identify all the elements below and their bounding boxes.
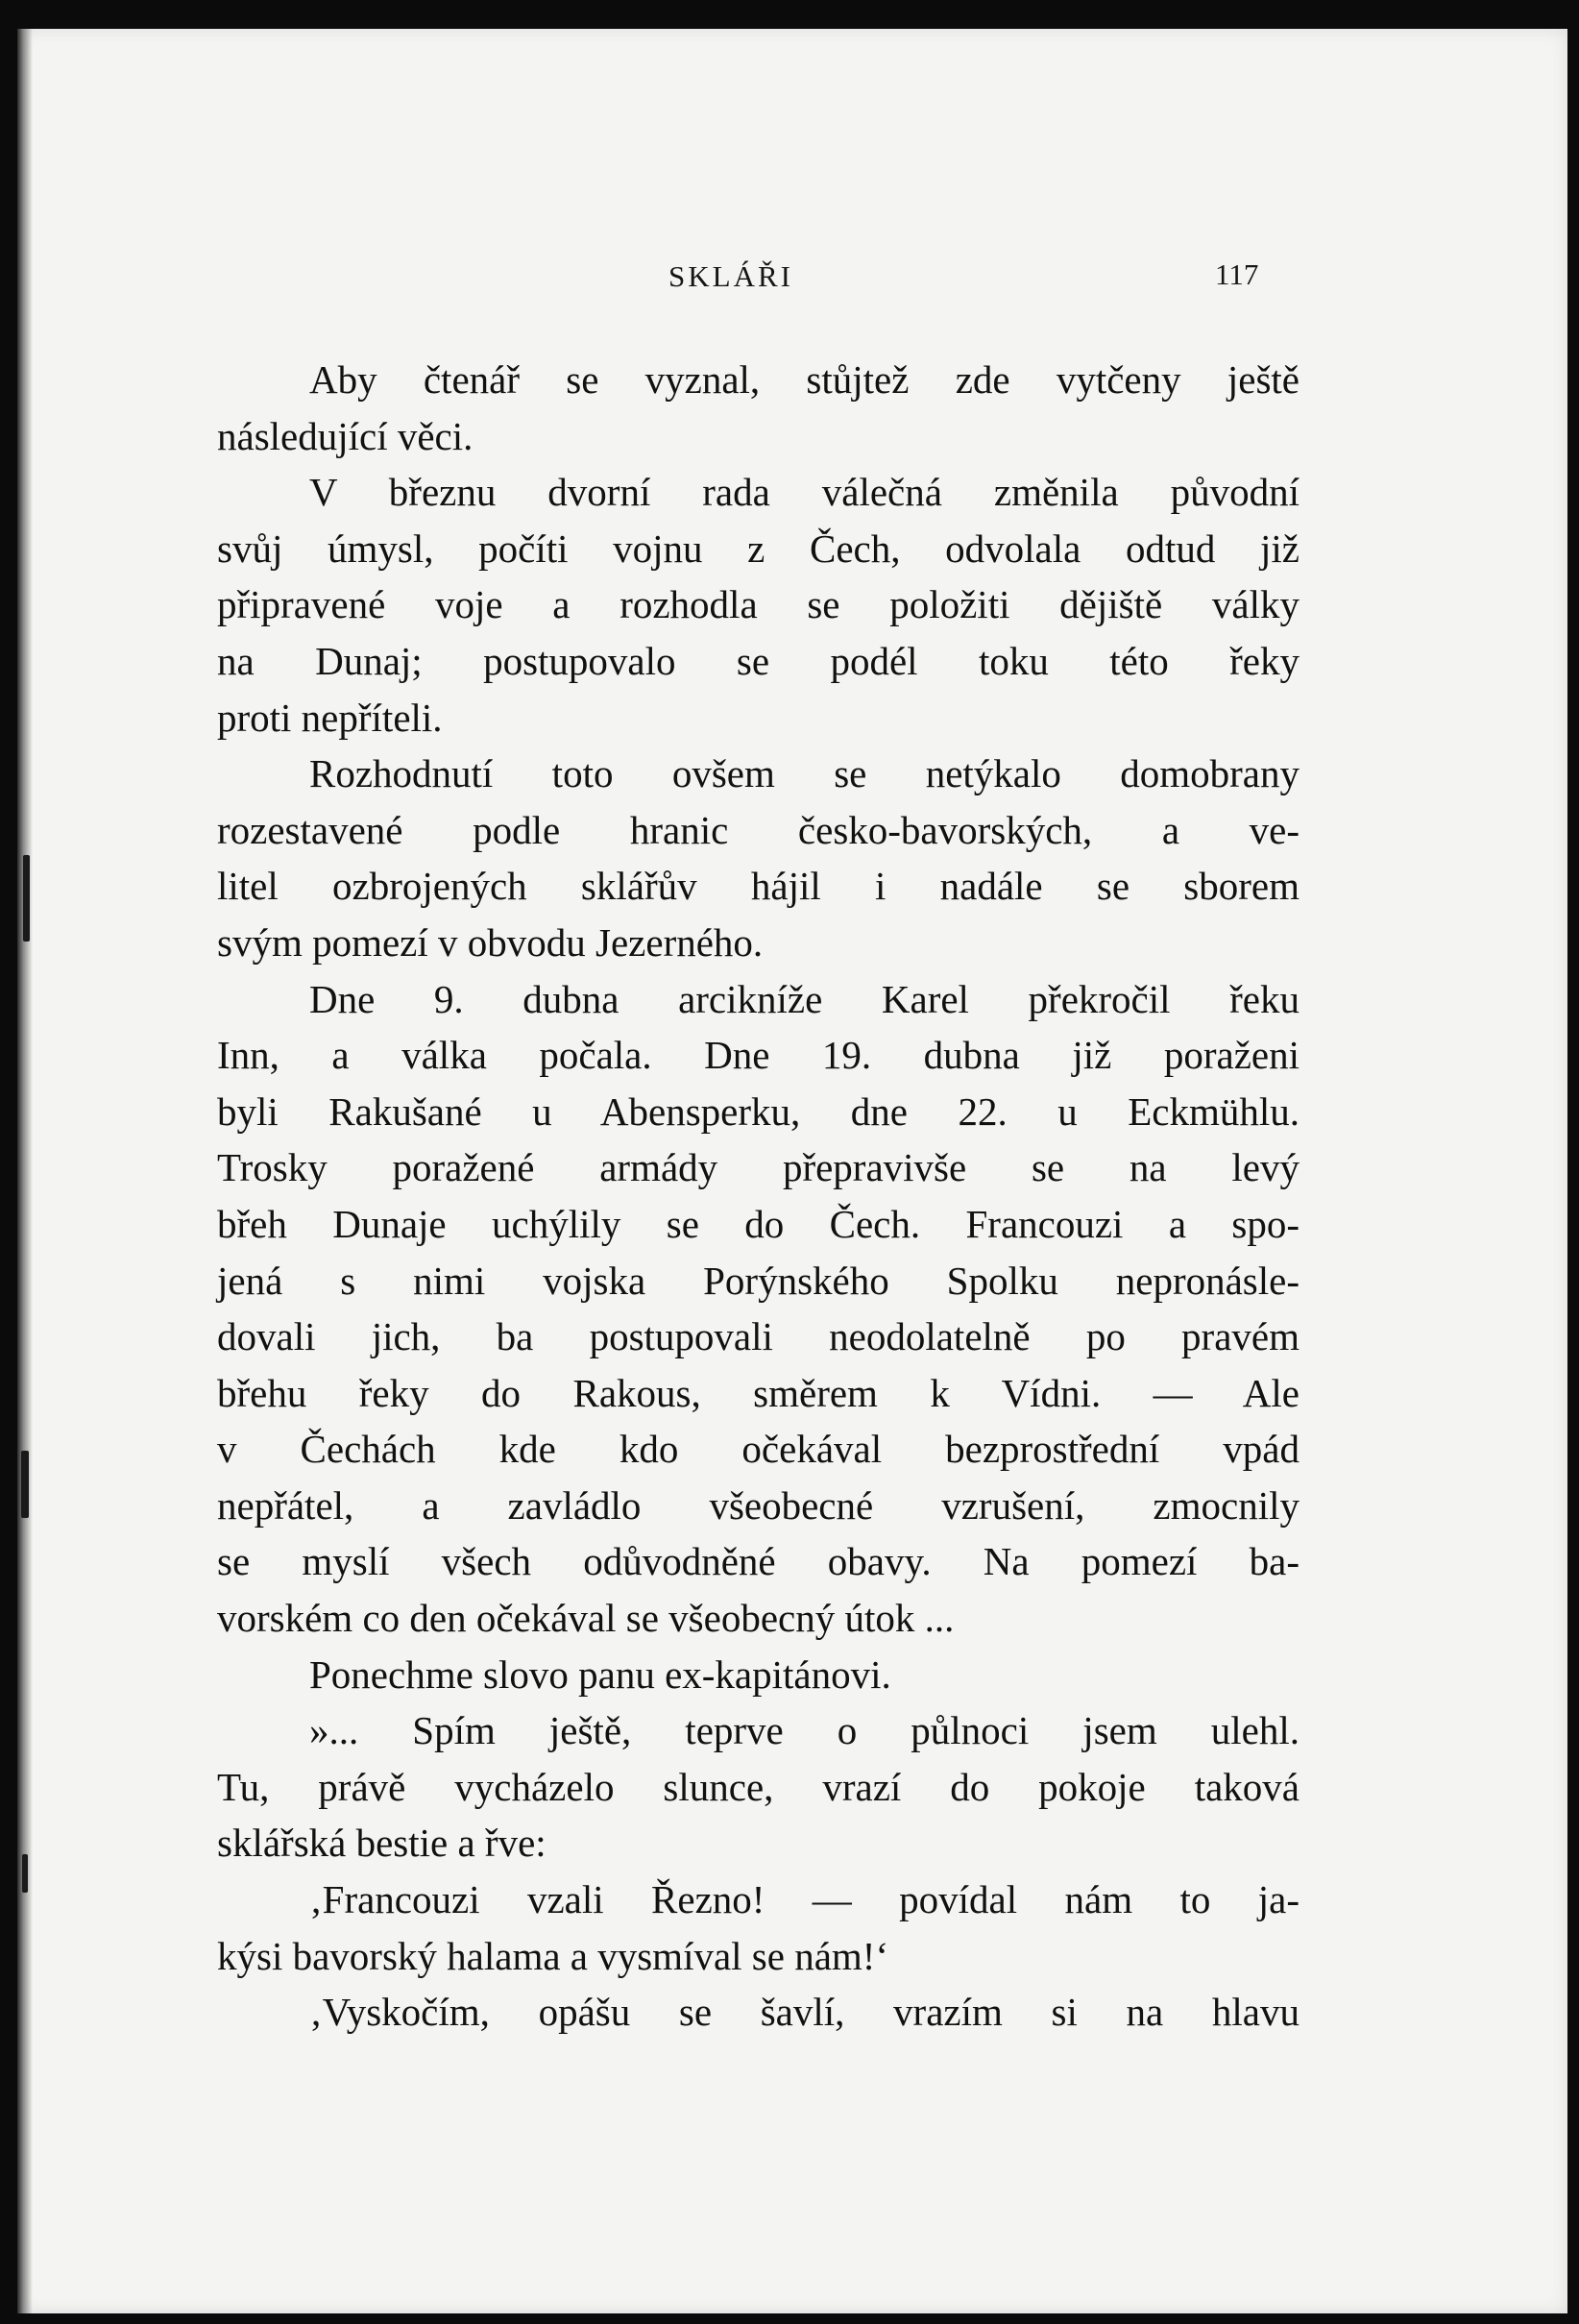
text-line: V březnu dvorní rada válečná změnila původní bbox=[309, 470, 1300, 515]
text-line: se myslí všech odůvodněné obavy. Na pomezí ba- bbox=[217, 1539, 1300, 1584]
page-header bbox=[17, 259, 1567, 307]
ink-speck bbox=[23, 855, 30, 942]
text-line: v Čechách kde kdo očekával bezprostřední vpád bbox=[217, 1427, 1300, 1472]
text-line: Aby čtenář se vyznal, stůjtež zde vytčeny ještě bbox=[309, 357, 1300, 402]
text-line: svým pomezí v obvodu Jezerného. bbox=[217, 919, 764, 965]
text-line: byli Rakušané u Abensperku, dne 22. u Eckmühlu. bbox=[217, 1089, 1300, 1134]
text-line: Rozhodnutí toto ovšem se netýkalo domobrany bbox=[309, 751, 1300, 796]
text-line: vorském co den očekával se všeobecný útok ... bbox=[217, 1596, 955, 1641]
text-line: břeh Dunaje uchýlily se do Čech. Francouzi a spo- bbox=[217, 1201, 1300, 1246]
text-line: připravené voje a rozhodla se položiti dějiště války bbox=[217, 582, 1300, 627]
text-line: nepřátel, a zavládlo všeobecné vzrušení, zmocnily bbox=[217, 1482, 1300, 1528]
text-line: sklářská bestie a řve: bbox=[217, 1821, 547, 1866]
page-number: 117 bbox=[1215, 257, 1259, 291]
text-line: Dne 9. dubna arcikníže Karel překročil řeku bbox=[309, 976, 1300, 1021]
running-title: SKLÁŘI bbox=[668, 259, 793, 293]
text-line: ‚Francouzi vzali Řezno! — povídal nám to ja- bbox=[309, 1877, 1300, 1922]
text-line: na Dunaj; postupovalo se podél toku této řeky bbox=[217, 638, 1300, 683]
text-line: Trosky poražené armády přepravivše se na levý bbox=[217, 1145, 1300, 1190]
text-line: následující věci. bbox=[217, 413, 474, 458]
ink-speck bbox=[21, 1451, 29, 1518]
body-text bbox=[217, 352, 1300, 2041]
text-line: litel ozbrojených sklářův hájil i nadále se sborem bbox=[217, 864, 1300, 909]
text-line: svůj úmysl, počíti vojnu z Čech, odvolala odtud již bbox=[217, 526, 1300, 571]
text-line: Ponechme slovo panu ex-kapitánovi. bbox=[309, 1651, 891, 1697]
text-line: Tu, právě vycházelo slunce, vrazí do pokoje taková bbox=[217, 1764, 1300, 1809]
ink-speck bbox=[22, 1854, 28, 1893]
text-line: proti nepříteli. bbox=[217, 695, 443, 740]
text-line: břehu řeky do Rakous, směrem k Vídni. — Ale bbox=[217, 1370, 1300, 1415]
book-page bbox=[17, 29, 1567, 2313]
text-line: Inn, a válka počala. Dne 19. dubna již poraženi bbox=[217, 1033, 1300, 1078]
binding-edge bbox=[17, 29, 33, 2313]
text-line: ‚Vyskočím, opášu se šavlí, vrazím si na hlavu bbox=[309, 1990, 1300, 2035]
text-line: dovali jich, ba postupovali neodolatelně po pravém bbox=[217, 1314, 1300, 1359]
text-line: rozestavené podle hranic česko-bavorských, a ve- bbox=[217, 807, 1300, 852]
text-line: kýsi bavorský halama a vysmíval se nám!‘ bbox=[217, 1933, 889, 1978]
text-line: »... Spím ještě, teprve o půlnoci jsem ulehl. bbox=[309, 1708, 1300, 1753]
text-line: jená s nimi vojska Porýnského Spolku nepronásle- bbox=[217, 1258, 1300, 1303]
